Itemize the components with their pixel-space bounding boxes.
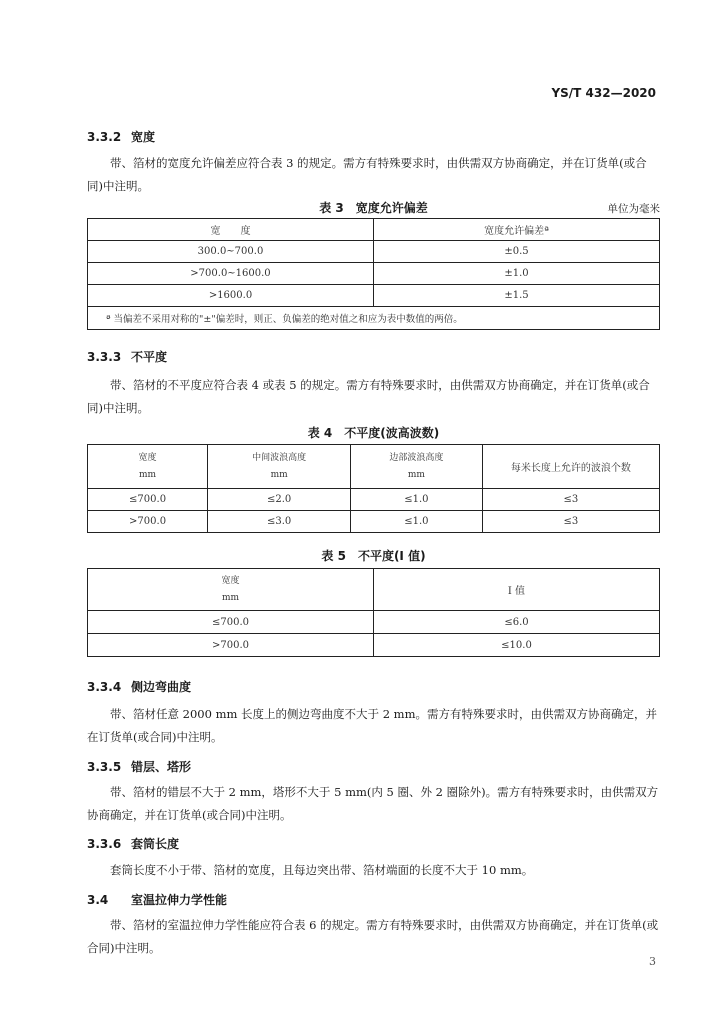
table-cell: >700.0: [88, 634, 374, 657]
table-header-row: [88, 445, 660, 489]
table-cell: ≤3: [482, 511, 659, 533]
table-cell: ≤3.0: [208, 511, 351, 533]
table-5: [87, 568, 660, 657]
table-note-row: [88, 307, 660, 330]
table-cell: ≤1.0: [351, 489, 483, 511]
section-3-3-6-heading: 3.3.6 套筒长度: [87, 837, 180, 851]
table-cell: >700.0: [88, 511, 208, 533]
table-3-caption: 表 3 宽度允许偏差: [319, 201, 428, 215]
table-header-cell: 宽度 mm: [88, 569, 374, 611]
section-3-3-4-paragraph: 带、箔材任意 2000 mm 长度上的侧边弯曲度不大于 2 mm。需方有特殊要求时，由供需双方协商确定，并在订货单(或合同)中注明。: [87, 707, 657, 744]
table-4: [87, 444, 660, 533]
table-row: [88, 285, 660, 307]
table-row: [88, 511, 660, 533]
table-header-cell: 宽 度: [88, 219, 374, 241]
table-cell: ±0.5: [374, 241, 660, 263]
page-number: 3: [649, 955, 656, 968]
section-3-3-4-heading: 3.3.4 侧边弯曲度: [87, 680, 192, 694]
standard-number: YS/T 432—2020: [551, 86, 656, 100]
table-header-cell: 中间波浪高度 mm: [208, 445, 351, 489]
table-cell: ≤2.0: [208, 489, 351, 511]
section-3-3-2-paragraph: 带、箔材的宽度允许偏差应符合表 3 的规定。需方有特殊要求时，由供需双方协商确定，并在订货单(或合同)中注明。: [87, 156, 647, 193]
section-3-3-3-paragraph: 带、箔材的不平度应符合表 4 或表 5 的规定。需方有特殊要求时，由供需双方协商确定，并在订货单(或合同)中注明。: [87, 378, 650, 415]
table-row: [88, 634, 660, 657]
table-row: [88, 611, 660, 634]
table-row: [88, 241, 660, 263]
table-cell: 300.0~700.0: [88, 241, 374, 263]
table-cell: ≤6.0: [374, 611, 660, 634]
table-cell: ≤10.0: [374, 634, 660, 657]
section-3-3-5-paragraph: 带、箔材的错层不大于 2 mm，塔形不大于 5 mm(内 5 圈、外 2 圈除外)。需方有特殊要求时，由供需双方协商确定，并在订货单(或合同)中注明。: [87, 785, 659, 822]
section-3-4-paragraph: 带、箔材的室温拉伸力学性能应符合表 6 的规定。需方有特殊要求时，由供需双方协商确定，并在订货单(或合同)中注明。: [87, 918, 659, 955]
section-3-3-5-heading: 3.3.5 错层、塔形: [87, 760, 192, 774]
table-header-cell: I 值: [374, 569, 660, 611]
section-3-3-6-paragraph: 套筒长度不小于带、箔材的宽度，且每边突出带、箔材端面的长度不大于 10 mm。: [110, 863, 534, 877]
table-4-caption: 表 4 不平度(波高波数): [307, 426, 440, 440]
table-3-footnote: ª 当偏差不采用对称的"±"偏差时，则正、负偏差的绝对值之和应为表中数值的两倍。: [88, 307, 660, 330]
table-cell: ±1.5: [374, 285, 660, 307]
table-header-cell: 宽度 mm: [88, 445, 208, 489]
table-5-caption: 表 5 不平度(I 值): [321, 549, 426, 563]
table-cell: ≤1.0: [351, 511, 483, 533]
table-header-cell: 宽度允许偏差ª: [374, 219, 660, 241]
table-cell: ≤700.0: [88, 611, 374, 634]
section-3-4-heading: 3.4 室温拉伸力学性能: [87, 893, 228, 907]
table-cell: >700.0~1600.0: [88, 263, 374, 285]
table-header-cell: 每米长度上允许的波浪个数: [482, 445, 659, 489]
table-cell: >1600.0: [88, 285, 374, 307]
section-3-3-2-heading: 3.3.2 宽度: [87, 130, 156, 144]
section-3-3-3-heading: 3.3.3 不平度: [87, 350, 168, 364]
table-header-row: [88, 219, 660, 241]
table-row: [88, 263, 660, 285]
table-header-row: [88, 569, 660, 611]
table-3: [87, 218, 660, 330]
table-3-unit: 单位为毫米: [607, 203, 660, 215]
table-cell: ≤3: [482, 489, 659, 511]
table-cell: ±1.0: [374, 263, 660, 285]
table-cell: ≤700.0: [88, 489, 208, 511]
table-row: [88, 489, 660, 511]
table-header-cell: 边部波浪高度 mm: [351, 445, 483, 489]
